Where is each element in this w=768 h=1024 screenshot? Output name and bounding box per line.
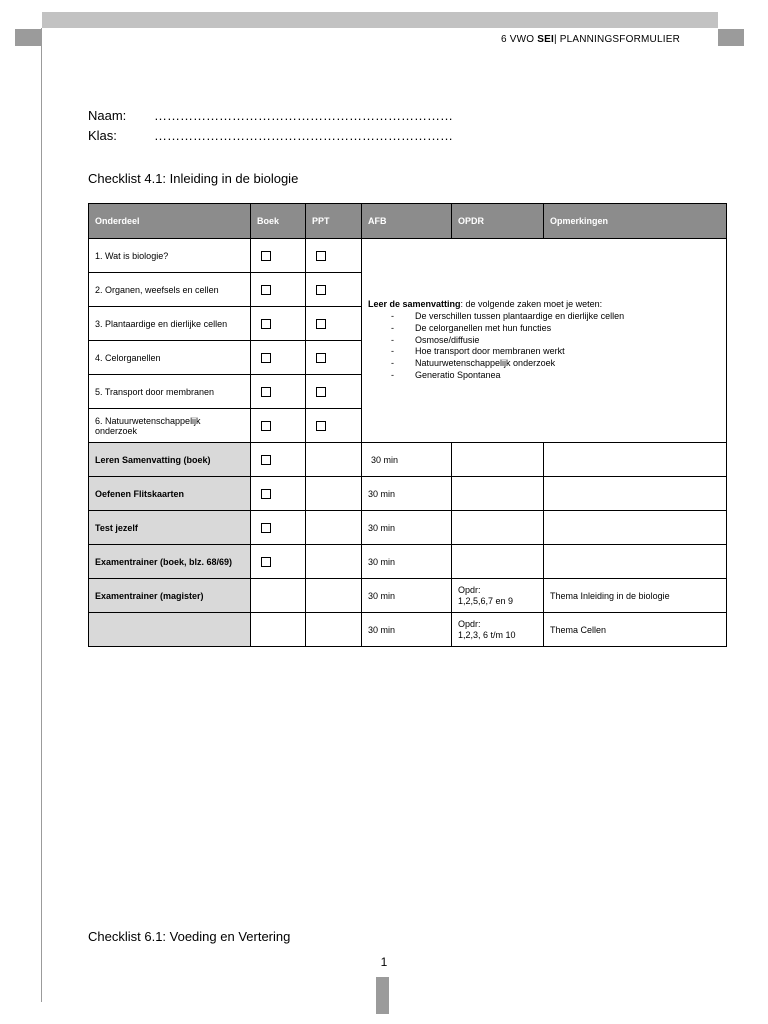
klas-row [88, 128, 453, 143]
opdr-cell [452, 545, 544, 579]
ppt-checkbox[interactable] [316, 251, 326, 261]
table-row [89, 511, 727, 545]
boek-checkbox[interactable] [261, 251, 271, 261]
boek-checkbox[interactable] [261, 387, 271, 397]
table-row [89, 239, 727, 273]
afb-cell: 30 min [362, 477, 452, 511]
column-header: Opmerkingen [544, 204, 727, 239]
summary-cell [362, 239, 727, 443]
klas-label: Klas: [88, 128, 117, 143]
header-suffix: | PLANNINGSFORMULIER [553, 34, 680, 45]
list-item: - Osmose/diffusie [368, 335, 720, 347]
afb-cell: 30 min [362, 443, 452, 477]
boek-checkbox[interactable] [261, 421, 271, 431]
topic-cell: 6. Natuurwetenschappelijk onderzoek [89, 409, 251, 443]
header-tab-left [15, 29, 42, 46]
opdr-line: 1,2,3, 6 t/m 10 [458, 629, 516, 640]
column-header: Boek [251, 204, 306, 239]
opdr-cell [452, 477, 544, 511]
column-header: Onderdeel [89, 204, 251, 239]
opdr-cell [452, 443, 544, 477]
boek-checkbox[interactable] [261, 319, 271, 329]
opmerkingen-cell [544, 545, 727, 579]
boek-cell [251, 579, 306, 613]
activity-cell: Leren Samenvatting (boek) [89, 443, 251, 477]
topic-cell: 1. Wat is biologie? [89, 239, 251, 273]
opmerkingen-cell: Thema Inleiding in de biologie [544, 579, 727, 613]
opdr-cell [452, 579, 544, 613]
boek-checkbox[interactable] [261, 353, 271, 363]
boek-checkbox[interactable] [261, 285, 271, 295]
topic-cell: 2. Organen, weefsels en cellen [89, 273, 251, 307]
ppt-checkbox[interactable] [316, 319, 326, 329]
activity-cell: Examentrainer (boek, blz. 68/69) [89, 545, 251, 579]
list-item: - Hoe transport door membranen werkt [368, 346, 720, 358]
ppt-checkbox[interactable] [316, 387, 326, 397]
ppt-checkbox[interactable] [316, 285, 326, 295]
opmerkingen-cell: Thema Cellen [544, 613, 727, 647]
opmerkingen-cell [544, 443, 727, 477]
list-item: - De verschillen tussen plantaardige en dierlijke cellen [368, 311, 720, 323]
list-item: - Generatio Spontanea [368, 370, 720, 382]
checklist-table [88, 203, 727, 647]
ppt-checkbox[interactable] [316, 421, 326, 431]
table-header-row [89, 204, 727, 239]
header-bar [42, 12, 718, 28]
boek-checkbox[interactable] [261, 455, 271, 465]
boek-checkbox[interactable] [261, 557, 271, 567]
opmerkingen-cell [544, 511, 727, 545]
activity-cell: Test jezelf [89, 511, 251, 545]
activity-cell: Examentrainer (magister) [89, 579, 251, 613]
topic-cell: 4. Celorganellen [89, 341, 251, 375]
ppt-cell [306, 613, 362, 647]
list-item: - De celorganellen met hun functies [368, 323, 720, 335]
topic-cell: 3. Plantaardige en dierlijke cellen [89, 307, 251, 341]
column-header: PPT [306, 204, 362, 239]
activity-cell: Oefenen Flitskaarten [89, 477, 251, 511]
afb-cell: 30 min [362, 545, 452, 579]
ppt-cell [306, 545, 362, 579]
summary-rest: : de volgende zaken moet je weten: [460, 299, 603, 310]
table-row [89, 477, 727, 511]
column-header: OPDR [452, 204, 544, 239]
klas-field[interactable]: …………………………………………………………… [154, 128, 453, 143]
page-number: 1 [380, 955, 388, 969]
opdr-cell [452, 613, 544, 647]
column-header: AFB [362, 204, 452, 239]
table-row [89, 545, 727, 579]
naam-label: Naam: [88, 108, 127, 123]
opmerkingen-cell [544, 477, 727, 511]
topic-cell: 5. Transport door membranen [89, 375, 251, 409]
opdr-line: Opdr: [458, 618, 481, 629]
naam-row [88, 108, 453, 123]
checklist-title: Checklist 4.1: Inleiding in de biologie [88, 171, 299, 186]
checklist-title-2: Checklist 6.1: Voeding en Vertering [88, 929, 291, 944]
summary-list [368, 311, 720, 382]
header-tab-right [718, 29, 744, 46]
summary-intro [368, 299, 720, 311]
running-header [501, 34, 680, 45]
ppt-cell [306, 443, 362, 477]
opdr-line: 1,2,5,6,7 en 9 [458, 595, 514, 606]
opdr-line: Opdr: [458, 584, 481, 595]
afb-cell: 30 min [362, 511, 452, 545]
boek-checkbox[interactable] [261, 523, 271, 533]
ppt-cell [306, 579, 362, 613]
table-row [89, 443, 727, 477]
summary-bold: Leer de samenvatting [368, 299, 461, 310]
boek-cell [251, 613, 306, 647]
table-row [89, 579, 727, 613]
footer-marker [376, 977, 389, 1014]
afb-cell: 30 min [362, 579, 452, 613]
margin-line [41, 28, 42, 1002]
afb-cell: 30 min [362, 613, 452, 647]
header-prefix: 6 VWO [501, 34, 538, 45]
opdr-cell [452, 511, 544, 545]
ppt-cell [306, 477, 362, 511]
list-item: - Natuurwetenschappelijk onderzoek [368, 358, 720, 370]
activity-cell [89, 613, 251, 647]
header-bold: SEI [537, 34, 554, 45]
table-row [89, 613, 727, 647]
ppt-cell [306, 511, 362, 545]
boek-checkbox[interactable] [261, 489, 271, 499]
ppt-checkbox[interactable] [316, 353, 326, 363]
naam-field[interactable]: …………………………………………………………… [154, 108, 453, 123]
